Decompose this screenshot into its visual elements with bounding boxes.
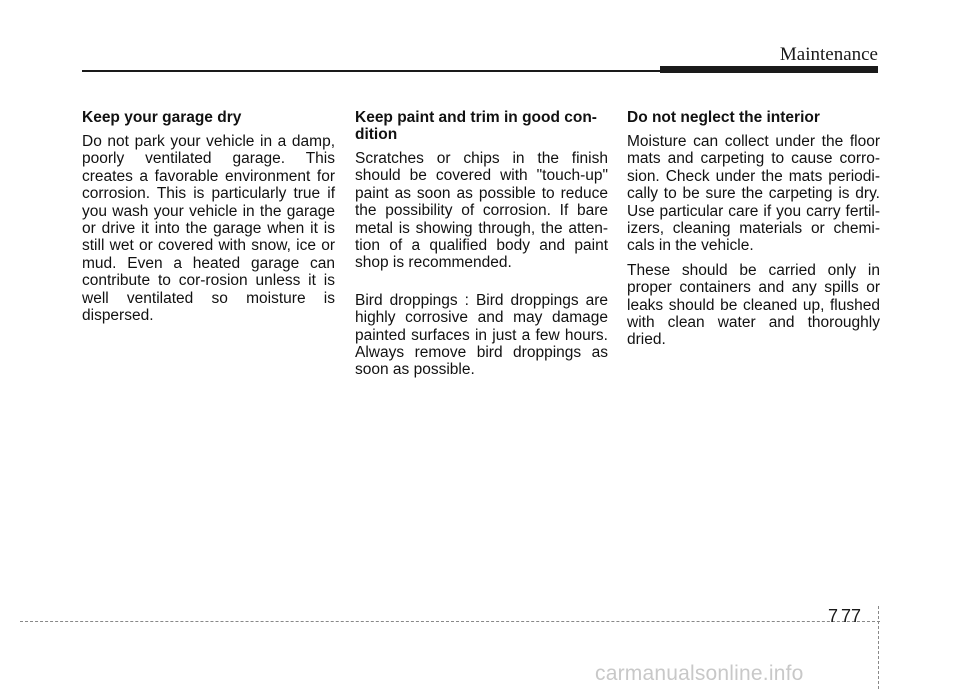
paragraph-paint-bird: Bird droppings : Bird droppings are highly corrosive and may damage painted surfaces in just a few hours. Always remove bird droppings as soon as possible. xyxy=(355,291,608,379)
paragraph-paint-scratches: Scratches or chips in the finish should be covered with "touch-up" paint as soon as possible to reduce the possibility of corrosion. If bare metal is showing through, the atten-tion of a qualified body and paint shop is recommended. xyxy=(355,150,608,272)
column-interior xyxy=(627,109,880,356)
column-paint xyxy=(355,109,608,386)
page-number: 77 xyxy=(841,606,862,626)
heading-paint: Keep paint and trim in good con-dition xyxy=(355,109,597,143)
column-garage xyxy=(82,109,335,331)
header-rule-thin xyxy=(82,70,662,72)
chapter-number: 7 xyxy=(828,606,839,626)
watermark: carmanualsonline.info xyxy=(595,662,804,685)
paragraph-interior-moisture: Moisture can collect under the floor mats and carpeting to cause corro-sion. Check under the mats periodi-cally to be sure the carpeting is dry. Use particular care if you carry fertil-izers, cleaning materials or chemi-cals in the vehicle. xyxy=(627,133,880,255)
header-rule-thick xyxy=(660,66,878,73)
paragraph-interior-containers: These should be carried only in proper containers and any spills or leaks should be cleaned up, flushed with clean water and thoroughly dried. xyxy=(627,261,880,349)
footer-dashed-divider xyxy=(878,606,879,689)
heading-interior: Do not neglect the interior xyxy=(627,109,820,126)
heading-garage: Keep your garage dry xyxy=(82,109,242,126)
section-title: Maintenance xyxy=(779,44,878,65)
paragraph-garage: Do not park your vehicle in a damp, poorly ventilated garage. This creates a favorable environment for corrosion. This is particularly true if you wash your vehicle in the garage or drive it into the garage when it is still wet or covered with snow, ice or mud. Even a heated garage can contribute to cor-rosion unless it is well ventilated so moisture is dispersed. xyxy=(82,133,335,325)
footer-dashed-rule xyxy=(20,621,880,622)
